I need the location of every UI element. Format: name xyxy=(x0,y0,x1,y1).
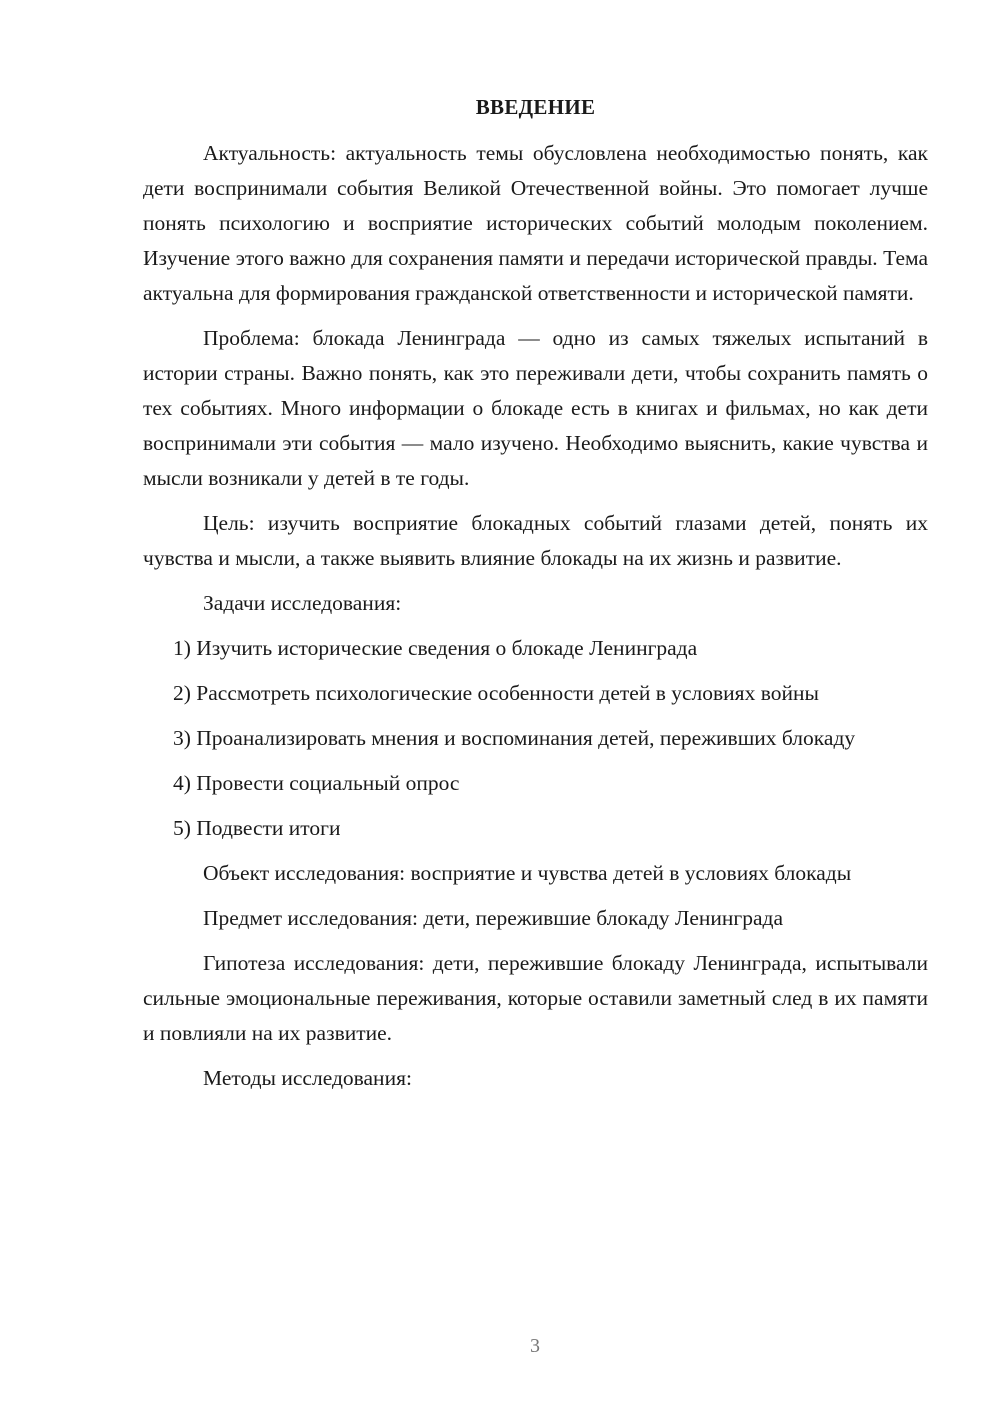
paragraph-relevance: Актуальность: актуальность темы обусловлена необходимостью понять, как дети воспринимали события Великой Отечественной войны. Это помогает лучше понять психологию и восприятие исторических событий молодым поколением. Изучение этого важно для сохранения памяти и передачи исторической правды. Тема актуальна для формирования гражданской ответственности и исторической памяти. xyxy=(143,141,928,305)
paragraph-goal: Цель: изучить восприятие блокадных событий глазами детей, понять их чувства и мысли, а также выявить влияние блокады на их жизнь и развитие. xyxy=(143,511,928,570)
task-item-3: 3) Проанализировать мнения и воспоминания детей, переживших блокаду xyxy=(173,726,856,750)
task-item-1: 1) Изучить исторические сведения о блокаде Ленинграда xyxy=(173,636,698,660)
section-heading: ВВЕДЕНИЕ xyxy=(475,95,596,119)
paragraph-methods-title: Методы исследования: xyxy=(203,1066,412,1090)
paragraph-object: Объект исследования: восприятие и чувства детей в условиях блокады xyxy=(203,861,852,885)
paragraph-problem: Проблема: блокада Ленинграда — одно из самых тяжелых испытаний в истории страны. Важно понять, как это переживали дети, чтобы сохранить память о тех событиях. Много информации о блокаде есть в книгах и фильмах, но как дети воспринимали эти события — мало изучено. Необходимо выяснить, какие чувства и мысли возникали у детей в те годы. xyxy=(143,326,928,490)
task-item-2: 2) Рассмотреть психологические особенности детей в условиях войны xyxy=(173,681,819,705)
task-item-5: 5) Подвести итоги xyxy=(173,816,341,840)
document-page xyxy=(143,95,928,1106)
task-item-4: 4) Провести социальный опрос xyxy=(173,771,460,795)
page-number: 3 xyxy=(530,1335,540,1357)
paragraph-subject: Предмет исследования: дети, пережившие блокаду Ленинграда xyxy=(203,906,783,930)
paragraph-tasks-title: Задачи исследования: xyxy=(203,591,402,615)
paragraph-hypothesis: Гипотеза исследования: дети, пережившие блокаду Ленинграда, испытывали сильные эмоциональные переживания, которые оставили заметный след в их памяти и повлияли на их развитие. xyxy=(143,951,928,1045)
